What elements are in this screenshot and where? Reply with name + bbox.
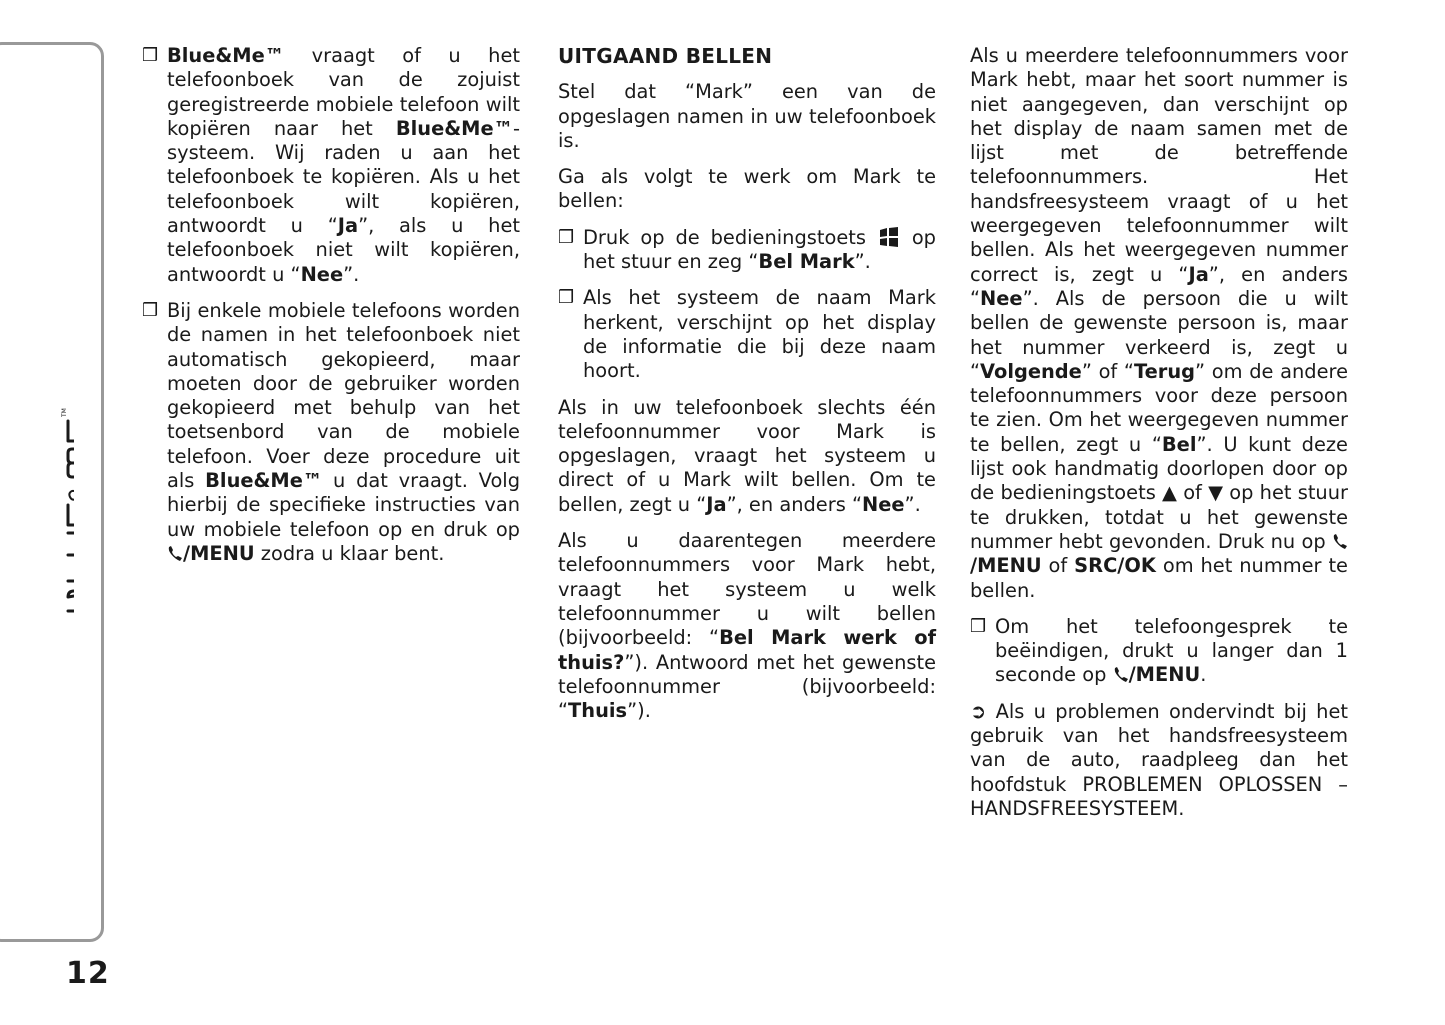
paragraph: Als u daarentegen meerdere telefoonnummers voor Mark hebt, vraagt het systeem u welk telefoonnummer u wilt bellen (bijvoorbeeld: “Bel Mark werk of thuis?”). Antwoord met het gewenste telefoonnummer (bijvoorbeeld: “Thuis”). [558,529,937,723]
note-paragraph: ➲ Als u problemen ondervindt bij het gebruik van het handsfreesysteem van de auto, raadpleeg dan het hoofdstuk PROBLEMEN OPLOSSEN – HANDSFREESYSTEEM. [970,699,1348,820]
column-2 [558,44,936,735]
paragraph: Ga als volgt te werk om Mark te bellen: [558,165,936,213]
list-item: ❒ Druk op de bedieningstoets op het stuur en zeg “Bel Mark”. [558,225,936,274]
phone-handset-icon [1332,533,1348,551]
checkbox-bullet-icon: ❒ [142,45,159,66]
arrow-down-icon: ▼ [1208,481,1224,505]
list-item: ❒ Bij enkele mobiele telefoons worden de namen in het telefoonboek niet automatisch gekopieerd, maar moeten door de gebruiker worden gekopieerd met behulp van het toetsenbord van de mobiele telefoon. Voer deze procedure uit als Blue&Me™ u dat vraagt. Volg hierbij de specifieke instructies van uw mobiele telefoon op en druk op /MENU zodra u klaar bent. [142,298,520,565]
blue-and-me-logo [40,375,74,615]
phone-handset-icon [1113,666,1129,684]
section-heading: UITGAAND BELLEN [558,44,773,68]
list-item: ❒ Om het telefoongesprek te beëindigen, drukt u langer dan 1 seconde op /MENU. [970,614,1348,687]
checkbox-bullet-icon: ❒ [558,226,575,248]
checkbox-bullet-icon: ❒ [142,299,159,321]
column-3 [970,44,1348,833]
paragraph: Als in uw telefoonboek slechts één telefoonnummer voor Mark is opgeslagen, vraagt het systeem u direct of u Mark wilt bellen. Om te bellen, zegt u “Ja”, en anders “Nee”. [558,395,936,516]
paragraph: Als u meerdere telefoonnummers voor Mark hebt, maar het soort nummer is niet aangegeven, dan verschijnt op het display de naam samen met de lijst met de betreffende telefoonnummers. Het handsfreesysteem vraagt of u het weergegeven telefoonnummer wilt bellen. Als het weergegeven nummer correct is, zegt u “Ja”, en anders “Nee”. Als de persoon die u wilt bellen de gewenste persoon is, maar het nummer verkeerd is, zegt u “Volgende” of “Terug” om de andere telefoonnummers voor deze persoon te zien. Om het weergegeven nummer te bellen, zegt u “Bel”. U kunt deze lijst ook handmatig doorlopen door op de bedieningstoets ▲ of ▼ op het stuur te drukken, totdat u het gewenste nummer hebt gevonden. Druk nu op /MENU of SRC/OK om het nummer te bellen. [970,44,1348,602]
svg-text:TM: TM [61,408,68,417]
checkbox-bullet-icon: ❒ [558,287,575,309]
arrow-up-icon: ▲ [1162,481,1177,505]
list-item: ❒ Blue&Me™ vraagt of u het telefoonboek van de zojuist geregistreerde mobiele telefoon wilt kopiëren naar het Blue&Me™-systeem. Wij raden u aan het telefoonboek te kopiëren. Als u het telefoonboek wilt kopiëren, antwoordt u “Ja”, als u het telefoonboek niet wilt kopiëren, antwoordt u “Nee”. [142,44,521,286]
list-item: ❒ Als het systeem de naam Mark herkent, verschijnt op het display de informatie die bij deze naam hoort. [558,286,936,383]
note-arrow-icon: ➲ [970,699,987,723]
voice-command-key-icon [877,227,901,247]
paragraph: Stel dat “Mark” een van de opgeslagen namen in uw telefoonboek is. [558,80,936,152]
checkbox-bullet-icon: ❒ [970,615,987,637]
page-number: 12 [66,956,110,991]
column-1 [142,44,520,578]
phone-handset-icon [167,545,183,563]
